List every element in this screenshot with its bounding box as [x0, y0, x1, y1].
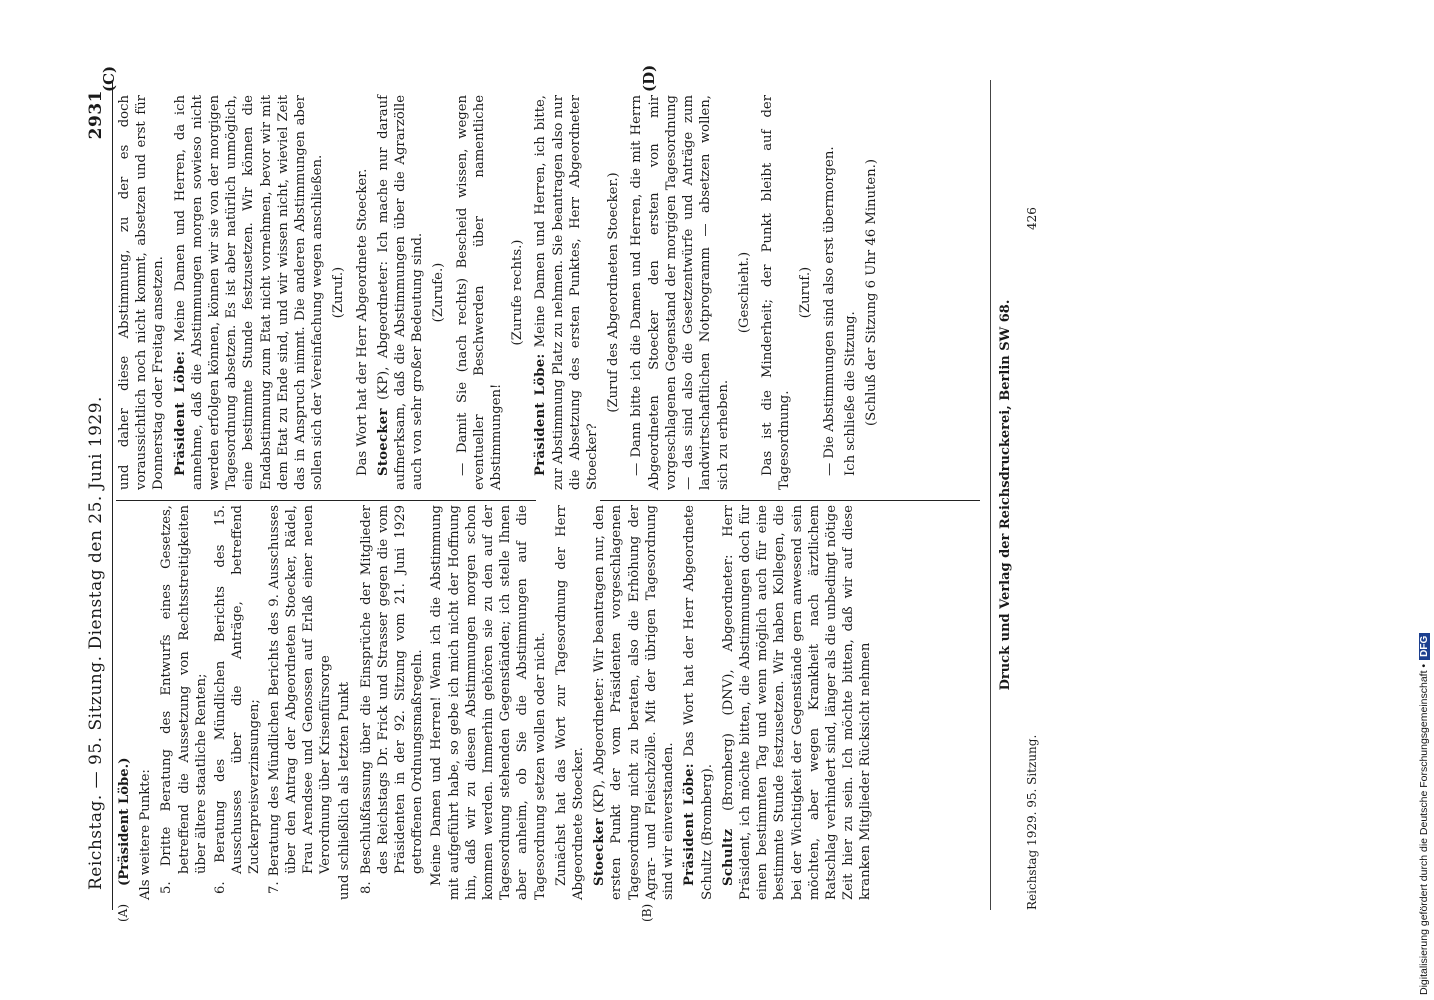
- footer-sheet-number: 426: [1025, 207, 1039, 230]
- speech-text: (KP), Abgeordneter: Wir beantragen nur, den ersten Punkt der vom Präsidenten vorgeschlagenen Tagesordnung nicht zu beraten, also die Erhöhung der Agrar- und Fleischzölle. Mit der übrigen Tagesordnung sind wir einverstanden.: [592, 505, 677, 900]
- interjection: (Zuruf des Abgeordneten Stoecker.): [606, 172, 622, 413]
- agenda-item-7: 7. Beratung des Mündlichen Berichts des 9. Ausschusses über den Antrag der Abgeordneten Stoecker, Rädel, Frau Arendsee und Genossen auf Erlaß einer neuen Verordnung über Krisenfürsorge: [266, 505, 334, 894]
- paragraph: — Damit Sie (nach rechts) Bescheid wissen, wegen eventueller Beschwerden über namentliche Abstimmungen!: [454, 95, 505, 490]
- agenda-item-5: 5. Dritte Beratung des Entwurfs eines Gesetzes, betreffend die Aussetzung von Rechtsstreitigkeiten über ältere staatliche Renten;: [159, 505, 209, 894]
- stamp-text: Digitalisierung gefördert durch die Deutsche Forschungsgemeinschaft •: [1418, 663, 1430, 995]
- interjection: (Zurufe rechts.): [510, 239, 526, 346]
- page-number: 2931: [86, 90, 106, 140]
- speaker-name: Stoecker: [592, 818, 608, 886]
- interjection: (Zuruf.): [331, 266, 347, 319]
- paragraph: Meine Damen und Herren! Wenn ich die Abstimmung mit aufgeführt habe, so gebe ich mich nicht der Hoffnung hin, daß wir zu diesen Abstimmungen morgen schon kommen werden. Immerhin gehören sie zu den auf der Tagesordnung stehenden Gegenständen; ich stelle Ihnen aber anheim, ob Sie die Abstimmungen auf die Tagesordnung setzen wollen oder nicht.: [429, 505, 548, 900]
- session-close: (Schluß der Sitzung 6 Uhr 46 Minuten.): [863, 159, 879, 426]
- agenda-item-6: 6. Beratung des Mündlichen Berichts des 15. Ausschusses über die Anträge, betreffend Zuckerpreisverzinsungen;: [213, 505, 263, 894]
- speech-text: (KP), Abgeordneter: Ich mache nur darauf aufmerksam, daß die Abstimmungen über die Agrarzölle auch von sehr großer Bedeutung sind.: [375, 95, 426, 490]
- speech-paragraph: [681, 505, 715, 900]
- paragraph: — Dann bitte ich die Damen und Herren, die mit Herrn Abgeordneten Stoecker den ersten von mir vorgeschlagenen Gegenstand der morgigen Tagesordnung — das sind also die Gesetzentwürfe und Anträge zum landwirtschaftlichen Notprogramm — absetzen wollen, sich zu erheben.: [629, 95, 731, 490]
- column-divider: [600, 500, 980, 501]
- speech-text: Meine Damen und Herren, ich bitte, zur Abstimmung Platz zu nehmen. Sie beantragen also nur die Absetzung des ersten Punktes, Herr Abgeordneter Stoecker?: [533, 95, 601, 490]
- dfg-logo: DFG: [1419, 633, 1430, 660]
- paragraph: Als weitere Punkte:: [138, 769, 154, 900]
- speech-paragraph: [172, 95, 327, 490]
- paragraph: und schließlich als letzten Punkt: [337, 681, 353, 900]
- margin-letter-b: (B): [640, 903, 654, 922]
- page-header: [80, 80, 112, 910]
- speech-text: (Bromberg) (DNV), Abgeordneter: Herr Präsident, ich möchte bitten, die Abstimmungen doch für einen bestimmten Tag und wenn möglich auch für eine bestimmte Stunde festzusetzen. Wir haben Kollegen, die bei der Wichtigkeit der Gegenstände gern anwesend sein möchten, aber wegen Krankheit nach ärztlichem Ratschlag verhindert sind, länger als die unbedingt nötige Zeit hier zu sein. Ich möchte bitten, daß wir auf diese kranken Mitglieder Rücksicht nehmen: [720, 505, 874, 900]
- paragraph: — Die Abstimmungen sind also erst übermorgen.: [821, 146, 837, 476]
- speech-paragraph: [532, 95, 601, 490]
- speaker-name: Präsident Löbe:: [172, 350, 188, 476]
- header-title: Reichstag. — 95. Sitzung. Dienstag den 25. Juni 1929.: [86, 396, 106, 890]
- speaker-name: Präsident Löbe:: [533, 353, 549, 476]
- paragraph: Das ist die Minderheit; der Punkt bleibt auf der Tagesordnung.: [759, 95, 793, 490]
- speaker-name: Stoecker: [375, 408, 391, 476]
- speech-paragraph: [720, 505, 875, 900]
- header-rule: [112, 80, 113, 910]
- digitization-stamp: [1418, 633, 1430, 995]
- margin-letter-d: (D): [640, 64, 658, 92]
- interjection: (Geschieht.): [736, 251, 752, 334]
- interjection: (Zurufe.): [431, 262, 447, 323]
- speech-paragraph: [591, 505, 677, 900]
- paragraph: Ich schließe die Sitzung.: [842, 311, 858, 476]
- speaker-name: Präsident Löbe:: [682, 763, 698, 886]
- left-column: [116, 505, 976, 900]
- right-column: [116, 95, 976, 490]
- column-divider: [116, 500, 536, 501]
- printer-imprint: Druck und Verlag der Reichsdruckerei, Berlin SW 68.: [998, 299, 1013, 691]
- agenda-item-8: 8. Beschlußfassung über die Einsprüche der Mitglieder des Reichstags Dr. Frick und Strasser gegen die vom Präsidenten in der 92. Sitzung vom 21. Juni 1929 getroffenen Ordnungsmaßregeln.: [358, 505, 426, 894]
- paragraph: Das Wort hat der Herr Abgeordnete Stoecker.: [354, 168, 370, 476]
- document-page: [80, 64, 1040, 922]
- paragraph: und daher diese Abstimmung, zu der es doch voraussichtlich noch nicht kommt, absetzen und erst für Donnerstag oder Freitag ansetzen.: [117, 95, 167, 490]
- margin-letter-c: (C): [100, 65, 118, 92]
- speech-paragraph: [375, 95, 427, 490]
- margin-letter-a: (A): [116, 903, 130, 922]
- footer-session-label: Reichstag 1929. 95. Sitzung.: [1025, 734, 1039, 910]
- footer-rule: [990, 80, 991, 910]
- speech-text: Das Wort hat der Herr Abgeordnete Schultz (Bromberg).: [682, 505, 715, 900]
- speech-text: Meine Damen und Herren, da ich annehme, daß die Abstimmungen morgen sowieso nicht werden erfolgen können, können wir sie von der morgigen Tagesordnung absetzen. Es ist aber natürlich unmöglich, eine bestimmte Stunde festzusetzen. Wir können die Endabstimmung zum Etat nicht vornehmen, bevor wir mit dem Etat zu Ende sind, und wir wissen nicht, wieviel Zeit das in Anspruch nimmt. Die anderen Abstimmungen aber sollen sich der Vereinfachung wegen anschließen.: [172, 95, 326, 490]
- speaker-name: Schultz: [720, 828, 736, 886]
- speaker-heading: (Präsident Löbe.): [117, 757, 132, 886]
- paragraph: Zunächst hat das Wort zur Tagesordnung der Herr Abgeordnete Stoecker.: [553, 505, 587, 900]
- interjection: (Zuruf.): [798, 266, 814, 319]
